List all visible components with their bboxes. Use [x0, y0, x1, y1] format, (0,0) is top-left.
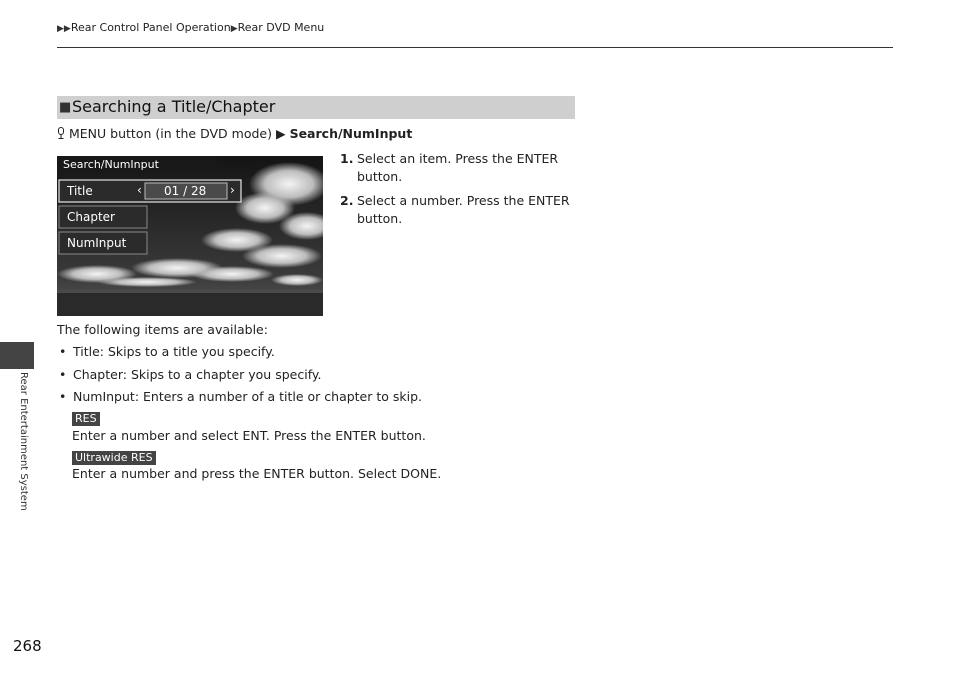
menu-path-target: Search/NumInput: [289, 126, 413, 141]
dvd-screen-graphic: [57, 156, 323, 316]
model-text-ultrawide-res: Enter a number and press the ENTER button. Select DONE.: [72, 466, 442, 481]
item-term: Title: [73, 344, 100, 359]
menu-path-text: MENU button (in the DVD mode): [69, 126, 272, 141]
microphone-icon: [57, 127, 65, 139]
screen-header: Search/NumInput: [63, 158, 159, 171]
items-list: [57, 344, 422, 412]
model-text-res: Enter a number and select ENT. Press the ENTER button.: [72, 428, 426, 443]
following-items-intro: The following items are available:: [57, 322, 268, 337]
screen-menu-item-title[interactable]: Title: [67, 184, 93, 198]
breadcrumb-item-rear-dvd-menu[interactable]: Rear DVD Menu: [237, 21, 325, 34]
step-number: 1.: [340, 151, 354, 166]
step-item: [340, 192, 572, 228]
bullet: •: [59, 389, 67, 404]
item-desc: : Enters a number of a title or chapter to skip.: [134, 389, 423, 404]
breadcrumb: [57, 21, 324, 34]
item-desc: : Skips to a chapter you specify.: [122, 366, 322, 382]
sidebar-section-label: Rear Entertainment System: [18, 372, 29, 511]
screen-value: 01 / 28: [164, 184, 207, 198]
menu-path: [57, 126, 412, 141]
bullet: •: [59, 344, 67, 359]
section-title: Searching a Title/Chapter: [72, 97, 276, 116]
step-text: Select a number. Press the ENTER button.: [357, 193, 570, 226]
chapter-tab: [0, 342, 34, 369]
item-term: NumInput: [73, 389, 135, 404]
list-item: [57, 344, 422, 367]
header-divider: [57, 47, 893, 48]
bullet: •: [59, 366, 67, 382]
screen-arrow-left-icon[interactable]: ‹: [137, 183, 142, 197]
breadcrumb-item-rear-control-panel[interactable]: Rear Control Panel Operation: [70, 21, 231, 34]
screen-arrow-right-icon[interactable]: ›: [230, 183, 235, 197]
model-tag-ultrawide-res: Ultrawide RES: [72, 451, 156, 465]
page-number: 268: [13, 637, 42, 655]
list-item: [57, 367, 422, 390]
menu-path-arrow: ▶: [275, 126, 286, 141]
section-header: [57, 96, 575, 119]
screen-menu-item-numinput[interactable]: NumInput: [67, 236, 127, 250]
steps-list: [340, 150, 572, 234]
dvd-screen-image: [57, 156, 323, 316]
list-item: [57, 389, 422, 412]
step-number: 2.: [340, 193, 354, 208]
breadcrumb-separator: ▶: [230, 24, 238, 34]
section-marker-icon: ■: [59, 100, 72, 115]
breadcrumb-arrows: ▶▶: [57, 24, 71, 34]
item-desc: : Skips to a title you specify.: [99, 344, 275, 359]
item-term: Chapter: [73, 366, 123, 382]
model-tag-res: RES: [72, 412, 100, 426]
screen-menu-item-chapter[interactable]: Chapter: [67, 210, 115, 224]
step-item: [340, 150, 572, 186]
step-text: Select an item. Press the ENTER button.: [357, 151, 559, 184]
